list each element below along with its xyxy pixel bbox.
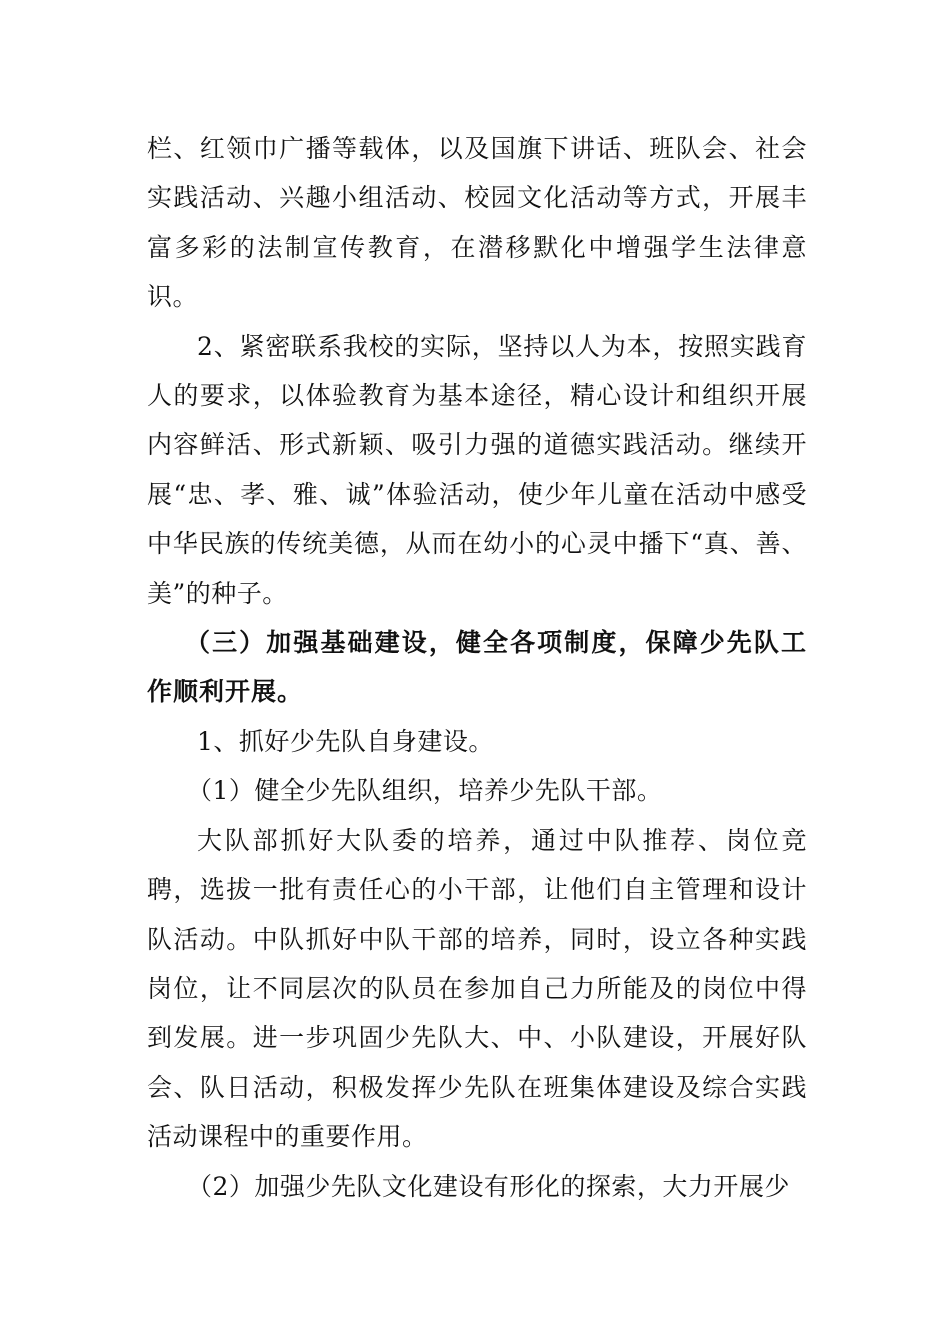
paragraph-moral-practice: 2、紧密联系我校的实际，坚持以人为本，按照实践育人的要求，以体验教育为基本途径，精心设计和组织开展内容鲜活、形式新颖、吸引力强的道德实践活动。继续开展“忠、孝、雅、诚”体验活动，使少年儿童在活动中感受中华民族的传统美德，从而在幼小的心灵中播下“真、善、美”的种子。: [147, 331, 807, 608]
paragraph-culture-construction: （2）加强少先队文化建设有形化的探索，大力开展少: [187, 1171, 790, 1201]
document-page: [147, 124, 807, 1211]
paragraph-cadre-training: 大队部抓好大队委的培养，通过中队推荐、岗位竞聘，选拔一批有责任心的小干部，让他们自主管理和设计队活动。中队抓好中队干部的培养，同时，设立各种实践岗位，让不同层次的队员在参加自己力所能及的岗位中得到发展。进一步巩固少先队大、中、小队建设，开展好队会、队日活动，积极发挥少先队在班集体建设及综合实践活动课程中的重要作用。: [147, 825, 807, 1152]
paragraph-self-construction: 1、抓好少先队自身建设。: [197, 726, 494, 756]
paragraph-continued-legal-education: 栏、红领巾广播等载体，以及国旗下讲话、班队会、社会实践活动、兴趣小组活动、校园文化活动等方式，开展丰富多彩的法制宣传教育，在潜移默化中增强学生法律意识。: [147, 134, 807, 312]
paragraph-organization: （1）健全少先队组织，培养少先队干部。: [187, 776, 663, 806]
section-heading: （三）加强基础建设，健全各项制度，保障少先队工作顺利开展。: [147, 628, 807, 707]
